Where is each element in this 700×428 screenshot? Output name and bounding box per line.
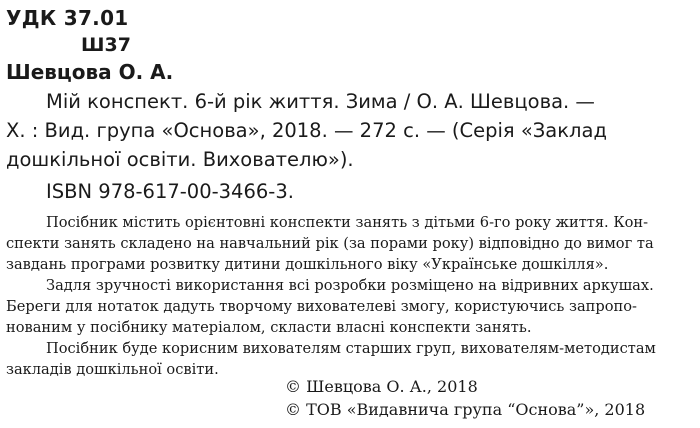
- author-name: Шевцова О. А.: [6, 60, 174, 84]
- abstract-line-2: спекти занять складено на навчальний рік (за порами року) відповідно до вимог та: [6, 235, 654, 252]
- abstract-line-1: Посібник містить орієнтовні конспекти занять з дітьми 6-го року життя. Кон-: [46, 214, 649, 231]
- abstract-line-6: нованим у посібнику матеріалом, скласти власні конспекти занять.: [6, 319, 532, 336]
- isbn: ISBN 978-617-00-3466-3.: [46, 180, 294, 203]
- bib-line-2: Х. : Вид. група «Основа», 2018. — 272 с. — (Серія «Заклад: [6, 119, 607, 142]
- copyright-author: © Шевцова О. А., 2018: [285, 377, 478, 396]
- bib-line-1: Мій конспект. 6-й рік життя. Зима / О. А. Шевцова. —: [46, 90, 595, 113]
- class-code: Ш37: [81, 34, 131, 56]
- abstract-line-5: Береги для нотаток дадуть творчому вихователеві змогу, користуючись запропо-: [6, 298, 637, 315]
- udk-code: УДК 37.01: [6, 6, 129, 30]
- abstract-line-3: завдань програми розвитку дитини дошкільного віку «Українське дошкілля».: [6, 256, 609, 273]
- abstract-line-7: Посібник буде корисним вихователям старших груп, вихователям-методистам: [46, 340, 656, 357]
- copyright-publisher: © ТОВ «Видавнича група “Основа”», 2018: [285, 400, 646, 419]
- abstract-line-8: закладів дошкільної освіти.: [6, 361, 219, 378]
- abstract-line-4: Задля зручності використання всі розробки розміщено на відривних аркушах.: [46, 277, 654, 294]
- bib-line-3: дошкільної освіти. Вихователю»).: [6, 148, 354, 171]
